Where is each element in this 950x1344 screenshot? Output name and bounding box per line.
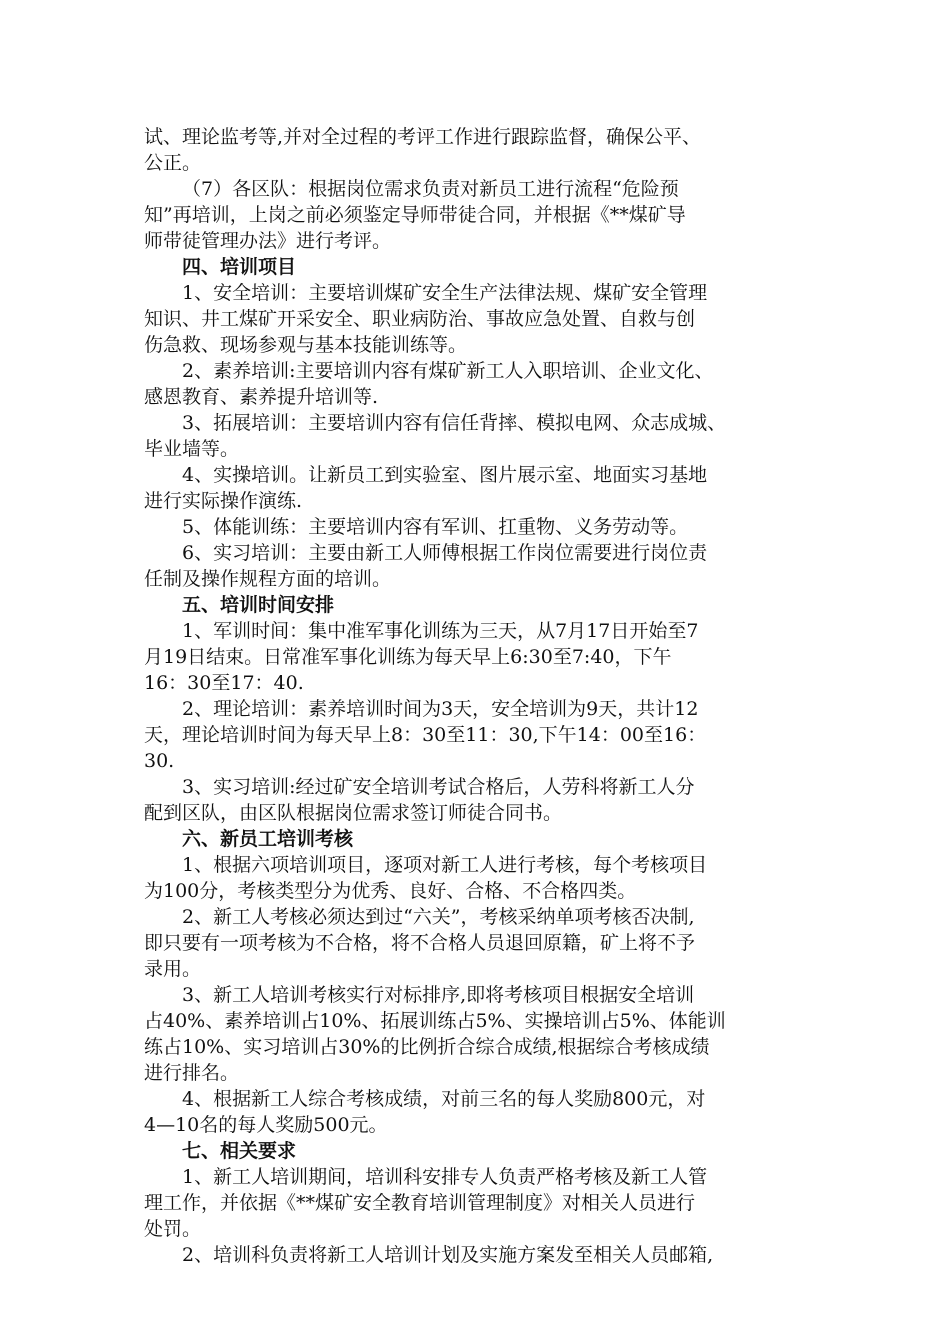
text-line: 2、素养培训:主要培训内容有煤矿新工人入职培训、企业文化、 <box>182 360 714 382</box>
section-heading: 七、相关要求 <box>182 1140 297 1162</box>
text-line: 配到区队，由区队根据岗位需求签订师徒合同书。 <box>144 802 563 824</box>
text-line: 进行实际操作演练. <box>144 490 303 512</box>
text-line: 毕业墙等。 <box>144 438 240 460</box>
text-line: 占40%、素养培训占10%、拓展训练占5%、实操培训占5%、体能训 <box>144 1010 726 1032</box>
text-line: 处罚。 <box>144 1218 202 1240</box>
text-line: 试、理论监考等,并对全过程的考评工作进行跟踪监督，确保公平、 <box>144 126 702 148</box>
text-line: （7）各区队：根据岗位需求负责对新员工进行流程“危险预 <box>182 178 679 200</box>
text-line: 伤急救、现场参观与基本技能训练等。 <box>144 334 468 356</box>
text-line: 任制及操作规程方面的培训。 <box>144 568 392 590</box>
text-line: 6、实习培训：主要由新工人师傅根据工作岗位需要进行岗位责 <box>182 542 708 564</box>
text-line: 即只要有一项考核为不合格，将不合格人员退回原籍，矿上将不予 <box>144 932 696 954</box>
text-line: 知识、井工煤矿开采安全、职业病防治、事故应急处置、自救与创 <box>144 308 696 330</box>
section-heading: 五、培训时间安排 <box>182 594 335 616</box>
text-line: 1、军训时间：集中准军事化训练为三天，从7月17日开始至7 <box>182 620 699 642</box>
text-line: 进行排名。 <box>144 1062 240 1084</box>
text-line: 2、新工人考核必须达到过“六关”，考核采纳单项考核否决制, <box>182 906 695 928</box>
text-line: 5、体能训练：主要培训内容有军训、扛重物、义务劳动等。 <box>182 516 689 538</box>
text-line: 理工作，并依据《**煤矿安全教育培训管理制度》对相关人员进行 <box>144 1192 696 1214</box>
text-line: 30. <box>144 750 175 772</box>
section-heading: 六、新员工培训考核 <box>182 828 354 850</box>
text-line: 4、根据新工人综合考核成绩，对前三名的每人奖励800元，对 <box>182 1088 706 1110</box>
text-line: 天，理论培训时间为每天早上8：30至11：30,下午14：00至16： <box>144 724 707 746</box>
text-line: 公正。 <box>144 152 202 174</box>
section-heading: 四、培训项目 <box>182 256 297 278</box>
text-line: 感恩教育、素养提升培训等. <box>144 386 379 408</box>
text-line: 1、安全培训：主要培训煤矿安全生产法律法规、煤矿安全管理 <box>182 282 708 304</box>
text-line: 1、根据六项培训项目，逐项对新工人进行考核，每个考核项目 <box>182 854 708 876</box>
text-line: 1、新工人培训期间，培训科安排专人负责严格考核及新工人管 <box>182 1166 708 1188</box>
text-line: 为100分，考核类型分为优秀、良好、合格、不合格四类。 <box>144 880 637 902</box>
document-body <box>144 124 814 1268</box>
text-line: 3、新工人培训考核实行对标排序,即将考核项目根据安全培训 <box>182 984 695 1006</box>
text-line: 录用。 <box>144 958 202 980</box>
text-line: 2、理论培训：素养培训时间为3天，安全培训为9天，共计12 <box>182 698 699 720</box>
text-line: 3、实习培训:经过矿安全培训考试合格后，人劳科将新工人分 <box>182 776 695 798</box>
text-line: 4—10名的每人奖励500元。 <box>144 1114 388 1136</box>
text-line: 4、实操培训。让新员工到实验室、图片展示室、地面实习基地 <box>182 464 708 486</box>
text-line: 知”再培训，上岗之前必须鉴定导师带徒合同，并根据《**煤矿导 <box>144 204 686 226</box>
text-line: 16：30至17：40. <box>144 672 304 694</box>
text-line: 3、拓展培训：主要培训内容有信任背摔、模拟电网、众志成城、 <box>182 412 727 434</box>
text-line: 师带徒管理办法》进行考评。 <box>144 230 392 252</box>
text-line: 2、培训科负责将新工人培训计划及实施方案发至相关人员邮箱, <box>182 1244 714 1266</box>
text-line: 练占10%、实习培训占30%的比例折合综合成绩,根据综合考核成绩 <box>144 1036 710 1058</box>
text-line: 月19日结束。日常准军事化训练为每天早上6:30至7:40，下午 <box>144 646 672 668</box>
